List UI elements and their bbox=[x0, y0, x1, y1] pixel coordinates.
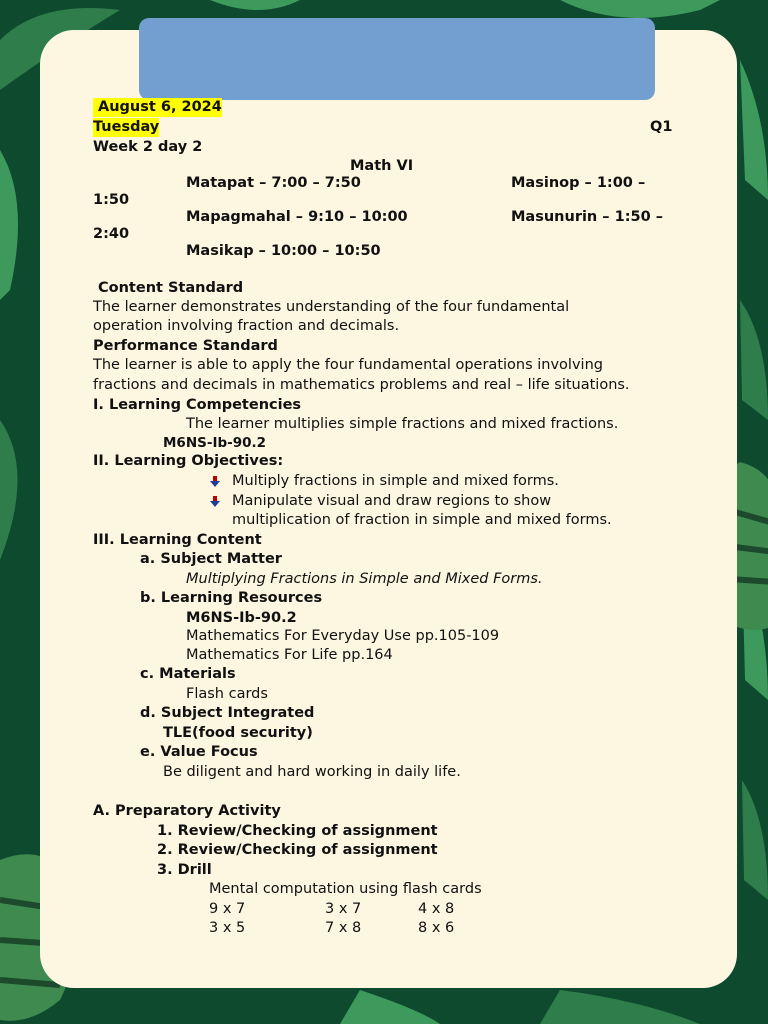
header-banner bbox=[139, 18, 655, 100]
learning-resources-title: b. Learning Resources bbox=[140, 590, 323, 606]
objectives-title: II. Learning Objectives: bbox=[93, 453, 284, 469]
materials-title: c. Materials bbox=[140, 666, 236, 682]
subject: Math VI bbox=[350, 158, 414, 174]
activity-item-2: 2. Review/Checking of assignment bbox=[157, 842, 438, 858]
drill-cell: 8 x 6 bbox=[418, 920, 455, 936]
drill-cell: 3 x 5 bbox=[209, 920, 246, 936]
drill-cell: 4 x 8 bbox=[418, 901, 455, 917]
schedule-masinop: Masinop – 1:00 – bbox=[511, 175, 646, 191]
schedule-masinop-end: 1:50 bbox=[93, 192, 130, 208]
arrow-bullet-icon bbox=[209, 496, 221, 508]
objective-item-2-cont: multiplication of fraction in simple and mixed forms. bbox=[232, 512, 612, 528]
materials-text: Flash cards bbox=[186, 686, 268, 702]
content-standard-title: Content Standard bbox=[98, 280, 244, 296]
resource-ref-1: Mathematics For Everyday Use pp.105-109 bbox=[186, 628, 500, 644]
performance-standard-text-1: The learner is able to apply the four fundamental operations involving bbox=[93, 357, 603, 373]
drill-cell: 7 x 8 bbox=[325, 920, 362, 936]
drill-text: Mental computation using flash cards bbox=[209, 881, 482, 897]
schedule-masikap: Masikap – 10:00 – 10:50 bbox=[186, 243, 381, 259]
day: Tuesday bbox=[93, 119, 160, 135]
value-focus-text: Be diligent and hard working in daily life. bbox=[163, 764, 461, 780]
value-focus-title: e. Value Focus bbox=[140, 744, 258, 760]
schedule-matapat: Matapat – 7:00 – 7:50 bbox=[186, 175, 361, 191]
subject-matter-text: Multiplying Fractions in Simple and Mixed Forms. bbox=[186, 571, 543, 587]
week-day: Week 2 day 2 bbox=[93, 139, 203, 155]
subject-integrated-text: TLE(food security) bbox=[163, 725, 313, 741]
subject-integrated-title: d. Subject Integrated bbox=[140, 705, 315, 721]
activity-item-3: 3. Drill bbox=[157, 862, 212, 878]
drill-cell: 9 x 7 bbox=[209, 901, 246, 917]
objective-item-1: Multiply fractions in simple and mixed forms. bbox=[232, 473, 559, 489]
arrow-bullet-icon bbox=[209, 476, 221, 488]
schedule-masunurin-end: 2:40 bbox=[93, 226, 130, 242]
schedule-masunurin: Masunurin – 1:50 – bbox=[511, 209, 663, 225]
competency-code: M6NS-Ib-90.2 bbox=[163, 435, 267, 451]
content-standard-text-2: operation involving fraction and decimals. bbox=[93, 318, 400, 334]
objective-item-2: Manipulate visual and draw regions to show bbox=[232, 493, 552, 509]
activity-item-1: 1. Review/Checking of assignment bbox=[157, 823, 438, 839]
learning-content-title: III. Learning Content bbox=[93, 532, 262, 548]
quarter: Q1 bbox=[650, 119, 673, 135]
preparatory-activity-title: A. Preparatory Activity bbox=[93, 803, 281, 819]
content-standard-text-1: The learner demonstrates understanding of the four fundamental bbox=[93, 299, 570, 315]
schedule-mapagmahal: Mapagmahal – 9:10 – 10:00 bbox=[186, 209, 408, 225]
resource-ref-2: Mathematics For Life pp.164 bbox=[186, 647, 393, 663]
performance-standard-text-2: fractions and decimals in mathematics problems and real – life situations. bbox=[93, 377, 630, 393]
competencies-title: I. Learning Competencies bbox=[93, 397, 302, 413]
date: August 6, 2024 bbox=[93, 98, 222, 117]
competencies-text: The learner multiplies simple fractions and mixed fractions. bbox=[186, 416, 619, 432]
performance-standard-title: Performance Standard bbox=[93, 338, 278, 354]
subject-matter-title: a. Subject Matter bbox=[140, 551, 282, 567]
drill-cell: 3 x 7 bbox=[325, 901, 362, 917]
resource-code: M6NS-Ib-90.2 bbox=[186, 610, 297, 626]
